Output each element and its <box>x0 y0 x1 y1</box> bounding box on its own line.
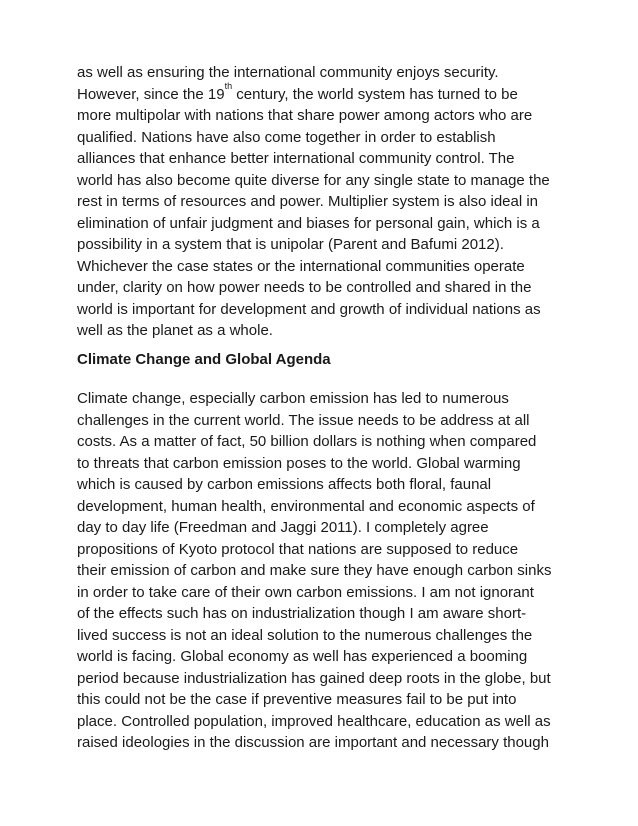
text-line: costs. As a matter of fact, 50 billion dollars is nothing when compared <box>77 433 537 450</box>
text-line: as well as ensuring the international community enjoys security. <box>77 64 499 81</box>
text-segment: However, since the 19 <box>77 85 225 103</box>
text-line: possibility in a system that is unipolar (Parent and Bafumi 2012). <box>77 236 504 253</box>
text-line: elimination of unfair judgment and biases for personal gain, which is a <box>77 214 540 232</box>
text-line: place. Controlled population, improved healthcare, education as well as <box>77 712 551 730</box>
superscript: th <box>224 80 233 91</box>
text-line: challenges in the current world. The issue needs to be address at all <box>77 411 530 429</box>
text-line: which is caused by carbon emissions affects both floral, faunal <box>77 476 492 493</box>
text-line: world is facing. Global economy as well has experienced a booming <box>77 648 528 665</box>
text-line <box>77 80 567 106</box>
text-line: Whichever the case states or the international communities operate <box>77 257 525 275</box>
text-line: their emission of carbon and make sure they have enough carbon sinks <box>77 562 552 579</box>
text-line: under, clarity on how power needs to be controlled and shared in the <box>77 279 532 296</box>
text-line: raised ideologies in the discussion are important and necessary though <box>77 734 549 751</box>
text-line: this could not be the case if preventive measures fail to be put into <box>77 691 517 708</box>
text-line: period because industrialization has gained deep roots in the globe, but <box>77 669 551 687</box>
text-line: of the effects such has on industrialization though I am aware short- <box>77 605 527 622</box>
text-line: world has also become quite diverse for any single state to manage the <box>77 171 550 189</box>
section-heading: Climate Change and Global Agenda <box>77 350 331 368</box>
text-line: world is important for development and growth of individual nations as <box>77 300 541 318</box>
text-line: more multipolar with nations that share power among actors who are <box>77 107 533 124</box>
text-line: to threats that carbon emission poses to the world. Global warming <box>77 454 521 472</box>
text-line: Climate change, especially carbon emission has led to numerous <box>77 390 509 407</box>
paragraph-1 <box>77 62 567 342</box>
paragraph-2 <box>77 388 567 754</box>
text-line: qualified. Nations have also come together in order to establish <box>77 128 496 146</box>
text-line: lived success is not an ideal solution to the numerous challenges the <box>77 626 533 644</box>
text-segment: century, the world system has turned to be <box>232 85 518 103</box>
text-line: rest in terms of resources and power. Multiplier system is also ideal in <box>77 193 539 210</box>
text-line: well as the planet as a whole. <box>77 322 273 339</box>
text-line: propositions of Kyoto protocol that nations are supposed to reduce <box>77 540 519 558</box>
text-line: in order to take care of their own carbon emissions. I am not ignorant <box>77 583 534 601</box>
document-body <box>77 62 567 754</box>
text-line: development, human health, environmental and economic aspects of <box>77 497 535 515</box>
text-line: day to day life (Freedman and Jaggi 2011). I completely agree <box>77 519 489 536</box>
text-line: alliances that enhance better international community control. The <box>77 150 515 167</box>
